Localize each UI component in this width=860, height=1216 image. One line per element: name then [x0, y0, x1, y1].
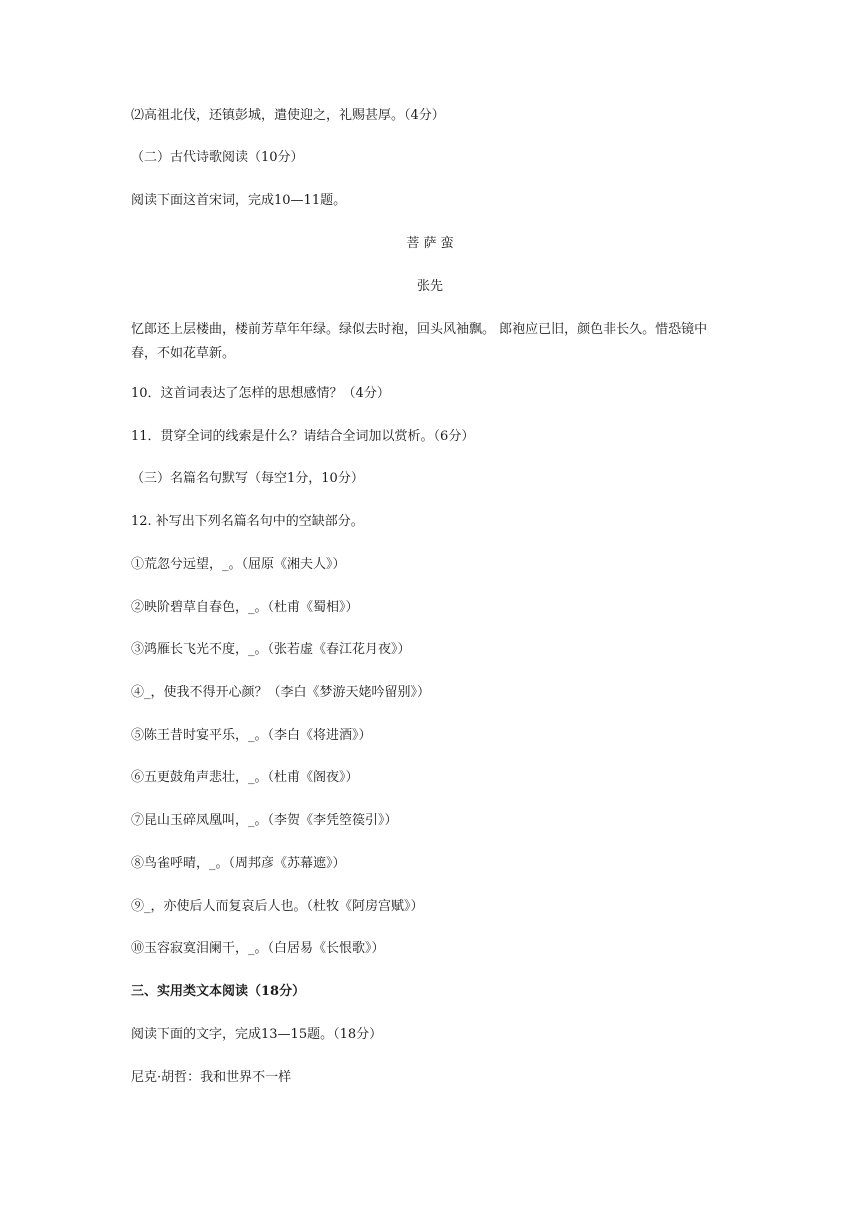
section-practical-heading: 三、实用类文本阅读（18分） [131, 984, 306, 999]
poetry-instruction: 阅读下面这首宋词，完成10—11题。 [131, 193, 347, 208]
recitation-item-8: ⑧鸟雀呼晴，_。（周邦彦《苏幕遮》） [131, 856, 346, 871]
recitation-item-6: ⑥五更鼓角声悲壮，_。（杜甫《阁夜》） [131, 770, 359, 785]
recitation-item-9: ⑨_，亦使后人而复哀后人也。（杜牧《阿房宫赋》） [131, 899, 424, 914]
recitation-item-2: ②映阶碧草自春色，_。（杜甫《蜀相》） [131, 600, 359, 615]
poem-text: 忆郎还上层楼曲，楼前芳草年年绿。绿似去时袍，回头风袖飘。 郎袍应已旧，颜色非长久。惜恐镜中春，不如花草新。 [131, 322, 708, 361]
poem-title: 菩 萨 蛮 [406, 236, 454, 251]
recitation-item-4: ④_，使我不得开心颜？（李白《梦游天姥吟留别》） [131, 685, 431, 700]
practical-instruction: 阅读下面的文字，完成13—15题。（18分） [131, 1027, 383, 1042]
recitation-item-10: ⑩玉容寂寞泪阑干，_。（白居易《长恨歌》） [131, 941, 385, 956]
question-11: 11．贯穿全词的线索是什么？请结合全词加以赏析。（6分） [131, 429, 475, 444]
poem-author: 张先 [416, 279, 443, 294]
question-10: 10．这首词表达了怎样的思想感情？（4分） [131, 386, 390, 401]
article-title: 尼克·胡哲：我和世界不一样 [131, 1070, 292, 1085]
question-12: 12. 补写出下列名篇名句中的空缺部分。 [131, 514, 364, 529]
recitation-item-3: ③鸿雁长飞光不度，_。（张若虚《春江花月夜》） [131, 642, 411, 657]
section-recitation-heading: （三）名篇名句默写（每空1分，10分） [131, 471, 364, 486]
recitation-item-5: ⑤陈王昔时宴平乐，_。（李白《将进酒》） [131, 728, 372, 743]
question-9-part-2: ⑵高祖北伐，还镇彭城，遣使迎之，礼赐甚厚。（4分） [131, 108, 445, 123]
recitation-item-7: ⑦昆山玉碎凤凰叫，_。（李贺《李凭箜篌引》） [131, 813, 398, 828]
section-poetry-heading: （二）古代诗歌阅读（10分） [131, 150, 304, 165]
recitation-item-1: ①荒忽兮远望，_。（屈原《湘夫人》） [131, 557, 346, 572]
